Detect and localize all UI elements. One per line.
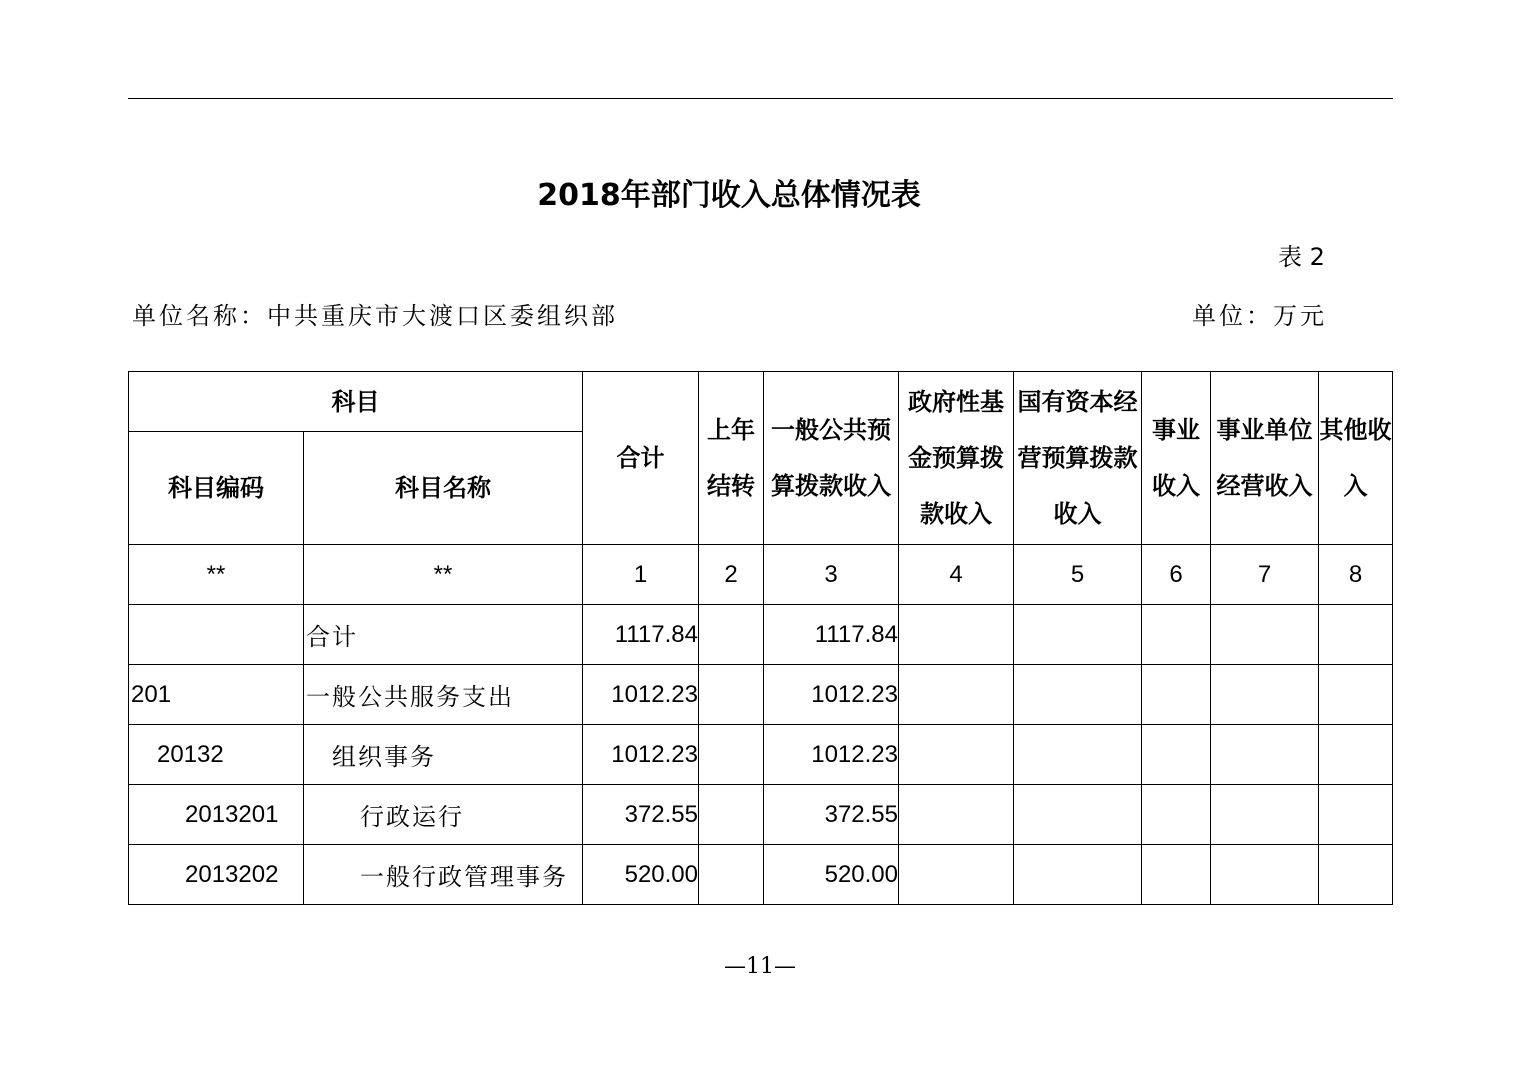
- row-carryover: [699, 845, 764, 905]
- header-subject: 科目: [129, 372, 583, 432]
- index-cell: 8: [1319, 545, 1393, 605]
- header-other-income: 其他收入: [1319, 372, 1393, 545]
- index-cell: 2: [699, 545, 764, 605]
- index-cell: 1: [583, 545, 699, 605]
- row-code: [129, 605, 304, 665]
- row-total: 1117.84: [583, 605, 699, 665]
- row-general-budget: 520.00: [764, 845, 899, 905]
- row-total: 520.00: [583, 845, 699, 905]
- row-code: 2013202: [129, 845, 304, 905]
- row-name: 一般行政管理事务: [304, 845, 583, 905]
- row-name: 行政运行: [304, 785, 583, 845]
- row-name: 组织事务: [304, 725, 583, 785]
- unit-label: 单位：万元: [1192, 302, 1327, 330]
- table-row: [129, 605, 1393, 665]
- row-total: 1012.23: [583, 665, 699, 725]
- row-carryover: [699, 665, 764, 725]
- header-code: 科目编码: [129, 432, 304, 545]
- header-name: 科目名称: [304, 432, 583, 545]
- row-code: 20132: [129, 725, 304, 785]
- table-number: 表 2: [1278, 243, 1325, 271]
- row-total: 372.55: [583, 785, 699, 845]
- index-cell: 4: [899, 545, 1014, 605]
- table-row: [129, 725, 1393, 785]
- index-cell: **: [129, 545, 304, 605]
- header-unit-operating: 事业单位经营收入: [1211, 372, 1319, 545]
- page-number: —11—: [724, 954, 796, 979]
- row-general-budget: 372.55: [764, 785, 899, 845]
- row-name: 合计: [304, 605, 583, 665]
- index-cell: 5: [1014, 545, 1142, 605]
- income-table: [128, 371, 1393, 905]
- table-row: [129, 785, 1393, 845]
- header-total: 合计: [583, 372, 699, 545]
- header-general-budget: 一般公共预算拨款收入: [764, 372, 899, 545]
- row-general-budget: 1117.84: [764, 605, 899, 665]
- top-rule: [128, 98, 1393, 99]
- header-state-capital: 国有资本经营预算拨款收入: [1014, 372, 1142, 545]
- row-general-budget: 1012.23: [764, 725, 899, 785]
- header-business-income: 事业收入: [1142, 372, 1211, 545]
- row-carryover: [699, 605, 764, 665]
- header-carryover: 上年结转: [699, 372, 764, 545]
- index-cell: **: [304, 545, 583, 605]
- page-title: 2018年部门收入总体情况表: [537, 178, 921, 213]
- index-cell: 3: [764, 545, 899, 605]
- table-row: [129, 665, 1393, 725]
- row-code: 2013201: [129, 785, 304, 845]
- row-total: 1012.23: [583, 725, 699, 785]
- row-general-budget: 1012.23: [764, 665, 899, 725]
- table-row: [129, 845, 1393, 905]
- row-carryover: [699, 725, 764, 785]
- row-name: 一般公共服务支出: [304, 665, 583, 725]
- row-carryover: [699, 785, 764, 845]
- row-code: 201: [129, 665, 304, 725]
- unit-name: 单位名称：中共重庆市大渡口区委组织部: [132, 302, 618, 330]
- index-cell: 7: [1211, 545, 1319, 605]
- index-cell: 6: [1142, 545, 1211, 605]
- header-gov-fund: 政府性基金预算拨款收入: [899, 372, 1014, 545]
